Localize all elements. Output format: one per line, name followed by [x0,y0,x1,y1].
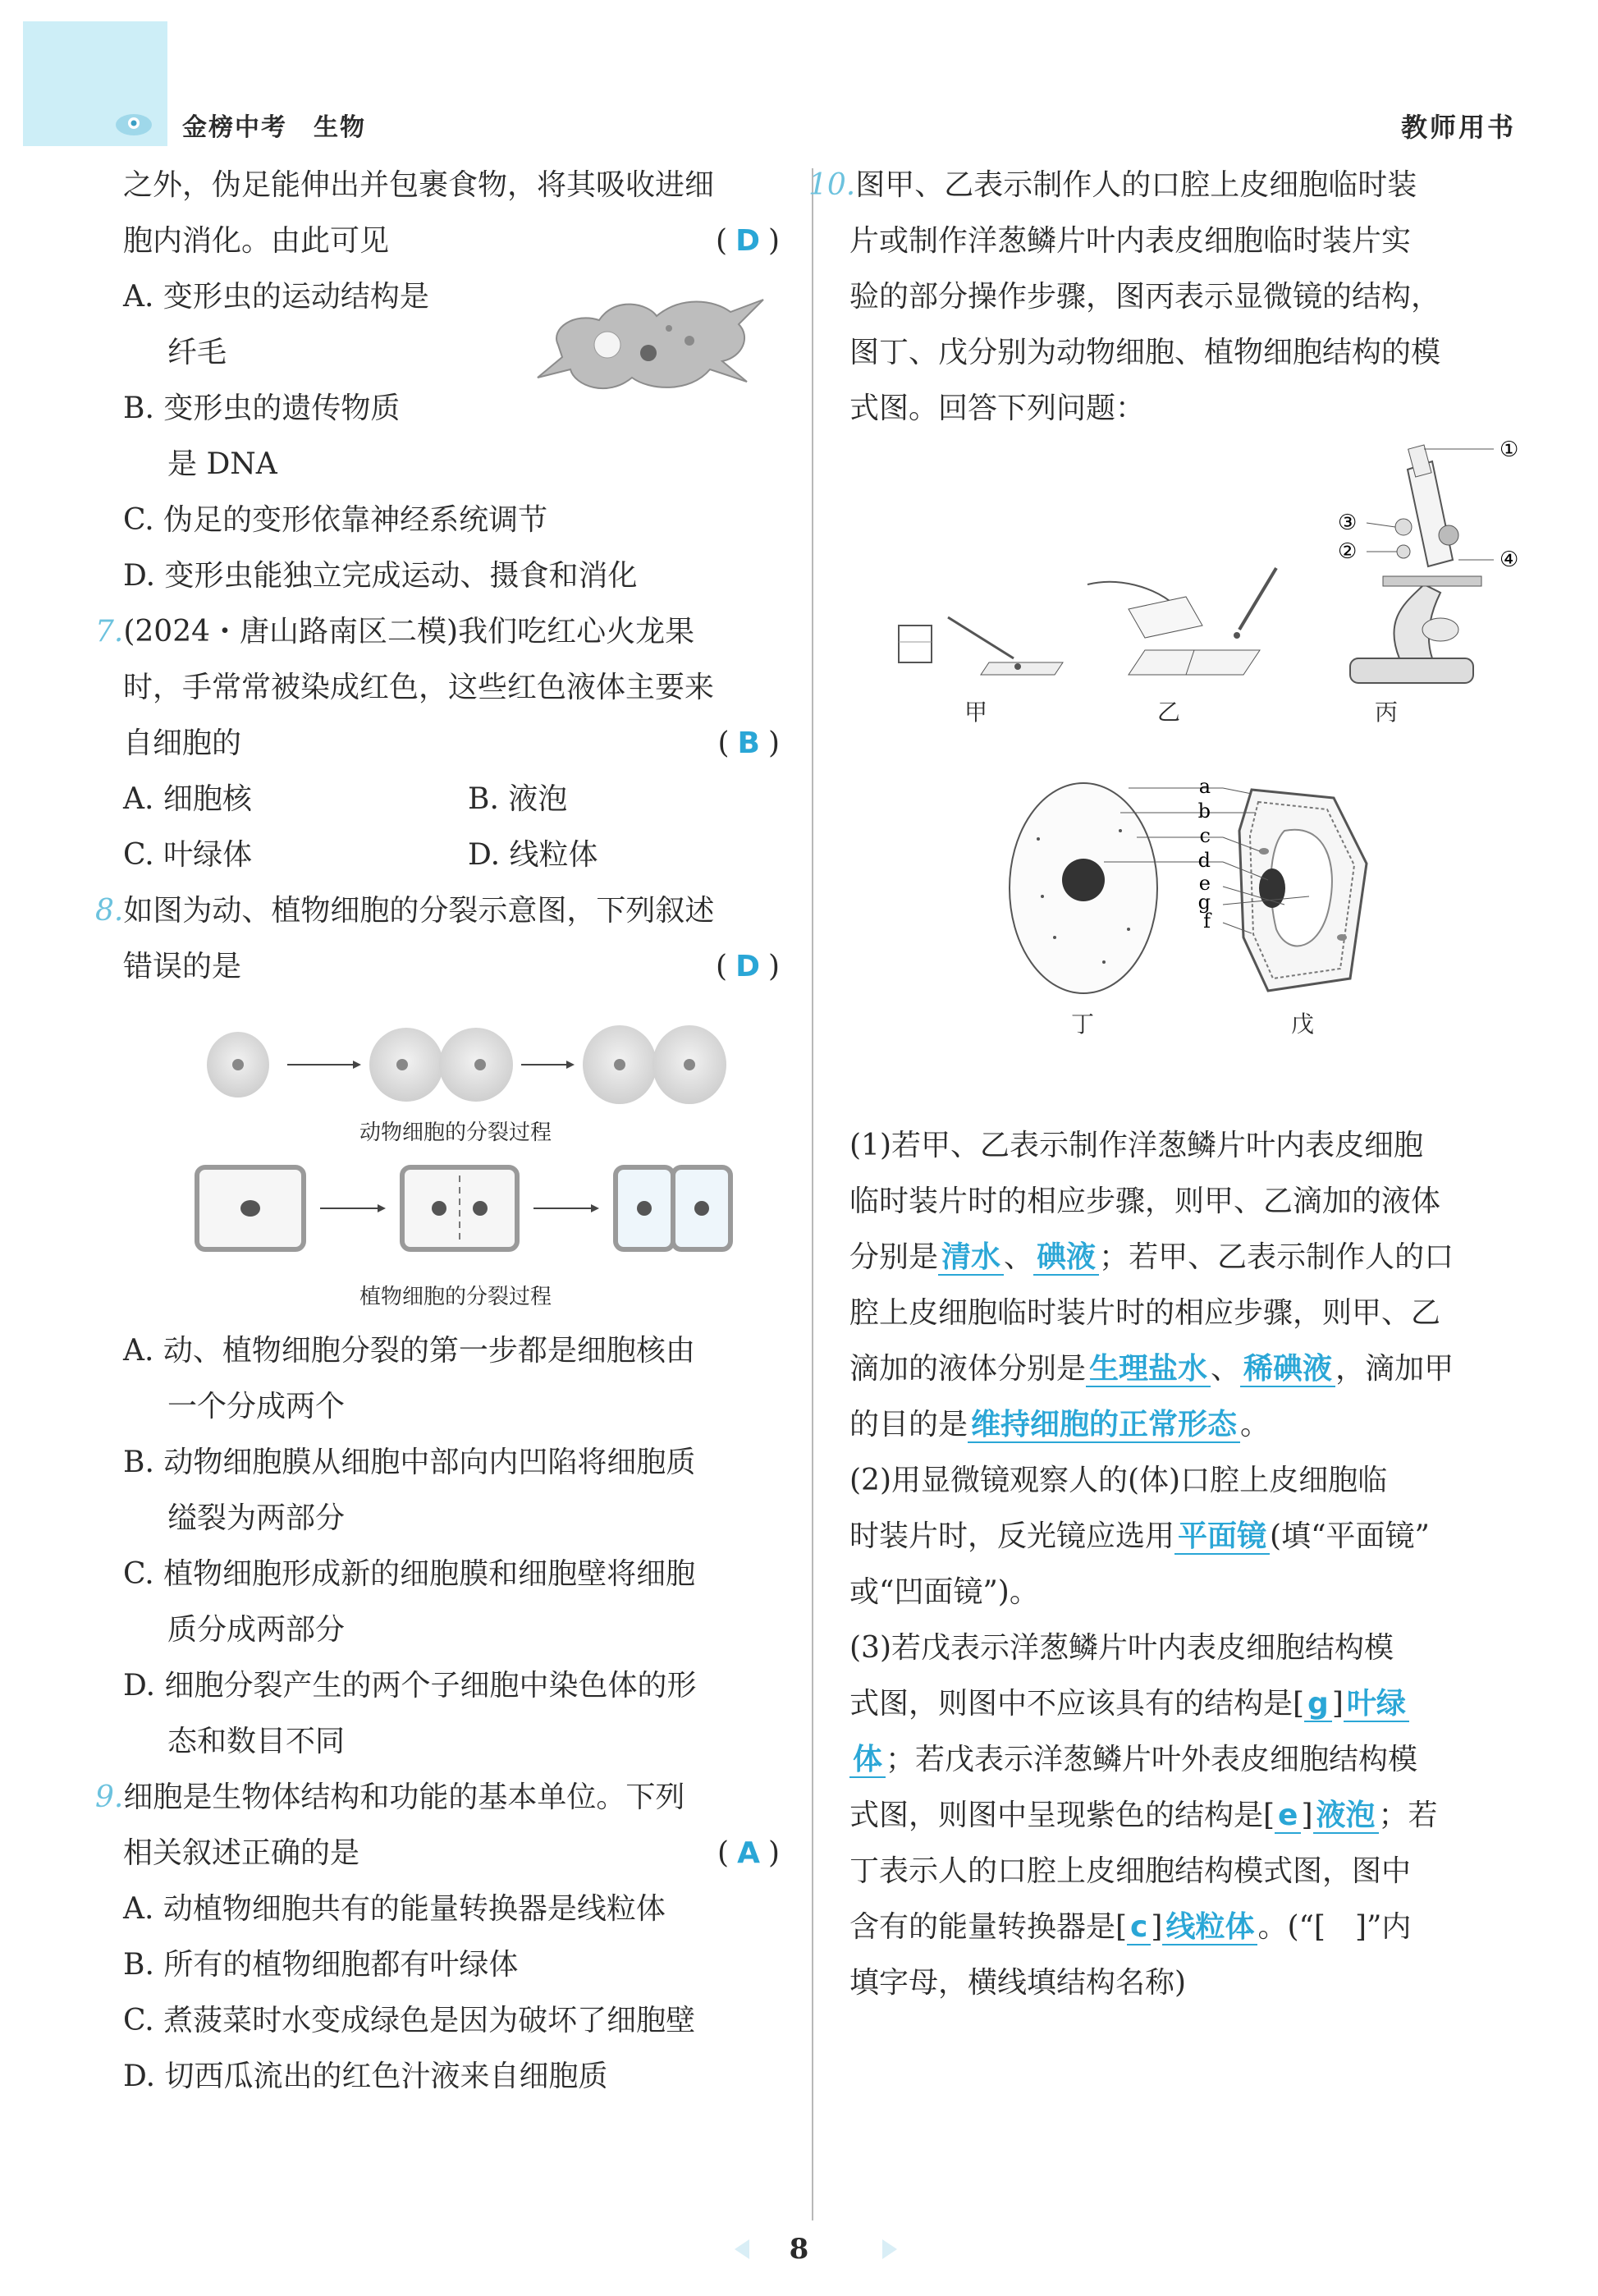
amoeba-image [525,279,772,402]
label-yi: 乙 [1157,699,1181,726]
q7-line: 时，手常常被染成红色，这些红色液体主要来 [123,671,715,704]
q6-option-c: C. 伪足的变形依靠神经系统调节 [123,503,548,537]
cell-letter-a: a [1198,775,1211,798]
q8-option-d: D. 细胞分裂产生的两个子细胞中染色体的形 [123,1669,697,1703]
right-column [808,158,1522,2011]
p3-line5: 丁表示人的口腔上皮细胞结构模式图，图中 [849,1854,1412,1888]
label-jia: 甲 [964,699,988,726]
answer-chloroplast-part2: 体 [849,1743,886,1778]
cell-letter-b: b [1197,800,1211,823]
q10-line: 10.图甲、乙表示制作人的口腔上皮细胞临时装 [808,168,1417,202]
q9-line: 相关叙述正确的是 (A) [123,1826,788,1881]
q8-line: 错误的是 (D) [123,939,788,995]
label-wu: 戊 [1291,1011,1315,1038]
scope-mark-4: ④ [1500,548,1519,572]
q10-number: 10. [808,168,856,202]
p3-line4: 式图，则图中呈现紫色的结构是[ e ] 液泡 ；若 [849,1799,1438,1832]
q10-line: 验的部分操作步骤，图丙表示显微镜的结构， [849,280,1441,314]
answer-letter-g: g [1304,1687,1332,1722]
q8-option-c: C. 植物细胞形成新的细胞膜和细胞壁将细胞 [123,1557,696,1591]
p3-line2: 式图，则图中不应该具有的结构是[ g ] 叶绿 [849,1676,1522,1732]
q7-line: 自细胞的 (B) [123,716,788,772]
p1-line5: 滴加的液体分别是 生理盐水 、 稀碘液 ，滴加甲 [849,1352,1454,1386]
answer-bracket: (D) [716,950,788,983]
p2-line2: 时装片时，反光镜应选用 平面镜 (填“平面镜” [849,1519,1430,1553]
q6-option-b-cont: 是 DNA [167,447,277,481]
answer-mirror: 平面镜 [1174,1519,1270,1555]
q6-option-a-cont: 纤毛 [167,336,227,369]
scope-mark-3: ③ [1338,511,1358,535]
animal-plant-cell-diagram [1005,773,1399,1003]
q7-option-d: D. 线粒体 [468,838,598,872]
p1-line4: 腔上皮细胞临时装片时的相应步骤，则甲、乙 [849,1296,1441,1330]
animal-division-caption: 动物细胞的分裂过程 [359,1121,552,1145]
p3-line6: 含有的能量转换器是[ c ] 线粒体 。(“[ ]”内 [849,1910,1412,1944]
right-arrow-decoration [882,2239,897,2259]
q10-figure [849,437,1522,1118]
logo-icon [113,108,154,138]
q6-option-b: B. 变形虫的遗传物质 [123,392,401,425]
p3-line7: 填字母，横线填结构名称) [849,1966,1187,2000]
p2-line1: (2)用显微镜观察人的(体)口腔上皮细胞临 [849,1464,1388,1497]
q8-option-c-cont: 质分成两部分 [167,1613,346,1647]
p1-line1: (1)若甲、乙表示制作洋葱鳞片叶内表皮细胞 [849,1129,1423,1162]
scope-mark-1: ① [1500,438,1519,462]
q7-answer: B [737,726,768,760]
q8-option-d-cont: 态和数目不同 [167,1725,346,1758]
q9-line: 9.细胞是生物体结构和功能的基本单位。下列 [95,1780,685,1814]
answer-letter-c: c [1127,1910,1151,1945]
q10-line: 式图。回答下列问题： [849,392,1146,425]
answer-purpose: 维持细胞的正常形态 [968,1408,1240,1443]
answer-bracket: (A) [717,1836,788,1870]
q8-option-a: A. 动、植物细胞分裂的第一步都是细胞核由 [123,1334,695,1368]
answer-mitochondria: 线粒体 [1162,1910,1257,1945]
q6-line: 胞内消化。由此可见 (D) [123,213,788,269]
q9-answer: A [737,1836,768,1870]
cell-letter-f: f [1203,910,1211,933]
cell-letter-d: d [1197,849,1211,872]
column-divider [812,168,813,2220]
q10-line: 片或制作洋葱鳞片叶内表皮细胞临时装片实 [849,224,1412,258]
teacher-edition-label: 教师用书 [1400,112,1516,143]
step-yi-diagram [1079,560,1293,683]
answer-chloroplast-part1: 叶绿 [1344,1687,1409,1722]
p2-line3: 或“凹面镜”)。 [849,1575,1039,1609]
microscope-diagram [1309,437,1522,699]
p3-line3: 体 ；若戊表示洋葱鳞片叶外表皮细胞结构模 [849,1732,1522,1788]
q6-option-d: D. 变形虫能独立完成运动、摄食和消化 [123,559,638,593]
q7-number: 7. [95,615,124,648]
q7-options-row [123,772,788,827]
q6-line: 之外，伪足能伸出并包裹食物，将其吸收进细 [123,168,715,202]
q10-line: 图丁、戊分别为动物细胞、植物细胞结构的模 [849,336,1441,369]
q9-option-b: B. 所有的植物细胞都有叶绿体 [123,1948,519,1982]
q8-option-a-cont: 一个分成两个 [167,1390,346,1423]
answer-dilute-iodine: 稀碘液 [1240,1352,1335,1387]
q9-option-c: C. 煮菠菜时水变成绿色是因为破坏了细胞壁 [123,2004,696,2037]
q8-number: 8. [95,894,124,928]
q7-option-c: C. 叶绿体 [123,838,253,872]
p1-line3: 分别是 清水 、 碘液 ；若甲、乙表示制作人的口 [849,1240,1454,1274]
q6-answer: D [735,224,768,258]
answer-vacuole: 液泡 [1313,1799,1379,1834]
answer-bracket: (D) [716,224,788,258]
q7-option-a: A. 细胞核 [123,782,252,816]
q8-option-b: B. 动物细胞膜从细胞中部向内凹陷将细胞质 [123,1446,696,1479]
cell-letter-e: e [1198,872,1211,895]
q9-option-d: D. 切西瓜流出的红色汁液来自细胞质 [123,2060,608,2093]
left-column [95,158,788,2105]
q7-option-b: B. 液泡 [468,782,568,816]
p1-line6: 的目的是 维持细胞的正常形态 。 [849,1408,1271,1441]
q8-answer: D [735,950,768,983]
plant-division-diagram [189,1159,747,1258]
animal-division-diagram [205,1020,730,1110]
p3-line1: (3)若戊表示洋葱鳞片叶内表皮细胞结构模 [849,1631,1394,1665]
plant-division-caption: 植物细胞的分裂过程 [359,1285,552,1309]
page-number: 8 [789,2233,809,2266]
label-ding: 丁 [1071,1011,1095,1038]
q8-option-b-cont: 缢裂为两部分 [167,1501,346,1535]
book-brand: 金榜中考 生物 [182,113,366,142]
answer-letter-e: e [1275,1799,1301,1834]
q9-number: 9. [95,1780,124,1814]
cell-letter-c: c [1199,824,1211,847]
scope-mark-2: ② [1338,539,1358,564]
answer-iodine: 碘液 [1033,1240,1099,1276]
cell-division-figure [123,995,788,1323]
page-header [0,99,1598,148]
q7-options-row [123,827,788,883]
q8-line: 8.如图为动、植物细胞的分裂示意图，下列叙述 [95,894,715,928]
q6-option-a: A. 变形虫的运动结构是 [123,280,429,314]
answer-saline: 生理盐水 [1086,1352,1211,1387]
answer-water: 清水 [938,1240,1004,1276]
q7-line: 7.(2024・唐山路南区二模)我们吃红心火龙果 [95,615,695,648]
step-jia-diagram [891,601,1079,683]
q9-option-a: A. 动植物细胞共有的能量转换器是线粒体 [123,1892,666,1926]
label-bing: 丙 [1375,699,1399,726]
p1-line2: 临时装片时的相应步骤，则甲、乙滴加的液体 [849,1185,1441,1218]
answer-bracket: (B) [717,726,788,760]
cell-letter-g: g [1197,891,1211,914]
